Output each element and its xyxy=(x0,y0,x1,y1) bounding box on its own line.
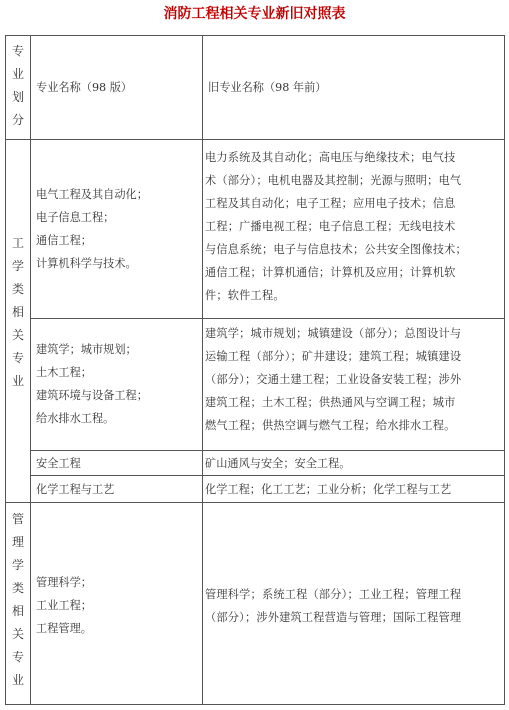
table-divider xyxy=(30,475,505,476)
table-row-old xyxy=(205,322,461,437)
new-major-line: 化学工程与工艺 xyxy=(36,483,115,496)
table-row-new xyxy=(36,571,92,640)
engineering-category-cell xyxy=(7,232,29,393)
header-category-char: 分 xyxy=(11,113,24,127)
new-major-line: 计算机科学与技术。 xyxy=(36,257,137,270)
table-divider xyxy=(30,450,505,451)
engineering-category-char: 类 xyxy=(11,282,24,296)
new-major-line: 管理科学； xyxy=(36,576,92,589)
table-row-old xyxy=(205,452,350,475)
new-major-line: 电子信息工程； xyxy=(36,211,115,224)
engineering-category-char: 工 xyxy=(11,236,24,250)
management-category-char: 关 xyxy=(11,627,24,641)
management-category-char: 理 xyxy=(11,535,24,549)
management-category-char: 专 xyxy=(11,650,24,664)
old-major-line: 工程及其自动化；电子工程；应用电子技术；信息 xyxy=(205,197,456,210)
header-old-name: 旧专业名称（98 年前） xyxy=(208,81,327,94)
header-category-char: 专 xyxy=(11,44,24,58)
management-category-char: 相 xyxy=(11,604,24,618)
table-row-old xyxy=(205,146,467,307)
old-major-line: 燃气工程；供热空调与燃气工程；给水排水工程。 xyxy=(205,419,456,432)
table-row-old xyxy=(205,583,461,629)
old-major-line: 化学工程；化工工艺；工业分析；化学工程与工艺 xyxy=(205,483,452,496)
engineering-category-char: 专 xyxy=(11,351,24,365)
management-category-char: 管 xyxy=(11,512,24,526)
new-major-line: 工程管理。 xyxy=(36,622,92,635)
old-major-line: （部分）；交通土建工程；工业设备安装工程；涉外 xyxy=(205,373,462,386)
new-major-line: 给水排水工程。 xyxy=(36,412,115,425)
management-category-cell xyxy=(7,508,29,692)
old-major-line: 建筑工程；土木工程；供热通风与空调工程；城市 xyxy=(205,396,456,409)
table-divider xyxy=(5,139,505,140)
header-category-char: 划 xyxy=(11,90,24,104)
engineering-category-char: 业 xyxy=(11,374,24,388)
old-major-line: 通信工程；计算机通信；计算机及应用；计算机软 xyxy=(205,266,456,279)
new-major-line: 安全工程 xyxy=(36,457,81,470)
table-row-new xyxy=(36,338,148,430)
old-major-line: 电力系统及其自动化；高电压与绝缘技术；电气技 xyxy=(205,151,456,164)
old-major-line: （部分）；涉外建筑工程营造与管理；国际工程管理 xyxy=(205,611,462,624)
new-major-line: 土木工程； xyxy=(36,366,92,379)
new-major-line: 建筑学；城市规划； xyxy=(36,343,137,356)
engineering-category-char: 关 xyxy=(11,328,24,342)
header-category-cell xyxy=(7,40,29,132)
old-major-line: 术（部分）；电机电器及其控制；光源与照明；电气 xyxy=(205,174,462,187)
table-divider xyxy=(30,318,505,319)
engineering-category-char: 学 xyxy=(11,259,24,273)
page-title: 消防工程相关专业新旧对照表 xyxy=(163,6,346,22)
table-divider xyxy=(5,502,505,503)
table-divider xyxy=(30,35,31,705)
table-row-new xyxy=(36,183,148,275)
management-category-char: 业 xyxy=(11,673,24,687)
new-major-line: 建筑环境与设备工程； xyxy=(36,389,148,402)
table-row-old xyxy=(205,478,451,501)
table-divider xyxy=(202,35,203,705)
header-category-char: 业 xyxy=(11,67,24,81)
header-new-name: 专业名称（98 版） xyxy=(36,81,133,94)
management-category-char: 类 xyxy=(11,581,24,595)
old-major-line: 建筑学；城市规划；城镇建设（部分）；总图设计与 xyxy=(205,327,462,340)
management-category-char: 学 xyxy=(11,558,24,572)
old-major-line: 件；软件工程。 xyxy=(205,289,285,302)
old-major-line: 矿山通风与安全；安全工程。 xyxy=(205,457,351,470)
engineering-category-char: 相 xyxy=(11,305,24,319)
old-major-line: 运输工程（部分）；矿井建设；建筑工程；城镇建设 xyxy=(205,350,462,363)
table-row-new xyxy=(36,452,81,475)
old-major-line: 管理科学；系统工程（部分）；工业工程；管理工程 xyxy=(205,588,462,601)
old-major-line: 工程；广播电视工程；电子信息工程；无线电技术 xyxy=(205,220,456,233)
new-major-line: 电气工程及其自动化； xyxy=(36,188,148,201)
table-row-new xyxy=(36,478,114,501)
old-major-line: 与信息系统；电子与信息技术；公共安全图像技术； xyxy=(205,243,467,256)
new-major-line: 工业工程； xyxy=(36,599,92,612)
new-major-line: 通信工程； xyxy=(36,234,92,247)
